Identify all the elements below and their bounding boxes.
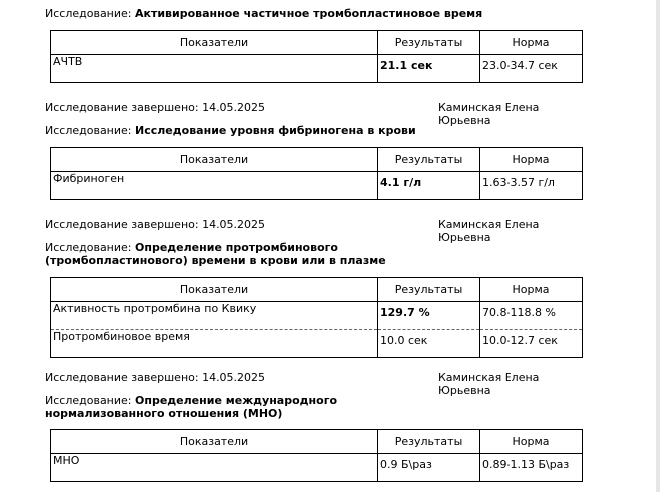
doctor-name-2: Каминская Елена Юрьевна: [438, 101, 540, 127]
study-title-2: [45, 124, 416, 137]
indicator-name: Фибриноген: [51, 172, 378, 200]
table-row: [51, 172, 583, 200]
completed-date-4: Исследование завершено: 14.05.2025: [45, 371, 266, 384]
col-header-indicators: Показатели: [51, 278, 378, 302]
completed-date-2: Исследование завершено: 14.05.2025: [45, 101, 266, 114]
study-name: Определение протромбинового: [135, 241, 338, 254]
study-name: Исследование уровня фибриногена в крови: [135, 124, 416, 137]
completed-date-3: Исследование завершено: 14.05.2025: [45, 218, 266, 231]
col-header-results: Результаты: [378, 430, 480, 454]
results-table-3: [50, 277, 583, 358]
norm-value: 0.89-1.13 Б\раз: [480, 454, 583, 482]
result-value: 10.0 сек: [378, 330, 480, 358]
study-name: Активированное частичное тромбопластиновое время: [135, 7, 483, 20]
col-header-indicators: Показатели: [51, 430, 378, 454]
norm-value: 23.0-34.7 сек: [480, 55, 583, 83]
study-title-1: [45, 7, 482, 20]
result-value: 129.7 %: [378, 302, 480, 330]
table-row: [51, 454, 583, 482]
indicator-name: АЧТВ: [51, 55, 378, 83]
study-label: Исследование:: [45, 394, 135, 407]
col-header-indicators: Показатели: [51, 148, 378, 172]
col-header-norm: Норма: [480, 148, 583, 172]
col-header-norm: Норма: [480, 278, 583, 302]
results-table-1: [50, 30, 583, 83]
study-title-3: [45, 241, 338, 254]
results-table-2: [50, 147, 583, 200]
doctor-name-4: Каминская Елена Юрьевна: [438, 371, 540, 397]
table-row: [51, 302, 583, 330]
norm-value: 10.0-12.7 сек: [480, 330, 583, 358]
study-name-cont: (тромбопластинового) времени в крови или в плазме: [45, 254, 386, 267]
col-header-norm: Норма: [480, 430, 583, 454]
results-table-4: [50, 429, 583, 482]
study-title-4-cont: [45, 407, 282, 420]
table-row: [51, 55, 583, 83]
col-header-indicators: Показатели: [51, 31, 378, 55]
result-value: 4.1 г/л: [378, 172, 480, 200]
doctor-name-3: Каминская Елена Юрьевна: [438, 218, 540, 244]
study-label: Исследование:: [45, 124, 135, 137]
table-row: [51, 330, 583, 358]
norm-value: 70.8-118.8 %: [480, 302, 583, 330]
indicator-name: Протромбиновое время: [51, 330, 378, 358]
study-title-3-cont: [45, 254, 386, 267]
col-header-norm: Норма: [480, 31, 583, 55]
result-value: 0.9 Б\раз: [378, 454, 480, 482]
result-value: 21.1 сек: [378, 55, 480, 83]
study-label: Исследование:: [45, 241, 135, 254]
indicator-name: МНО: [51, 454, 378, 482]
norm-value: 1.63-3.57 г/л: [480, 172, 583, 200]
col-header-results: Результаты: [378, 278, 480, 302]
study-title-4: [45, 394, 337, 407]
study-label: Исследование:: [45, 7, 135, 20]
col-header-results: Результаты: [378, 31, 480, 55]
page-edge-shadow: [656, 0, 660, 492]
indicator-name: Активность протромбина по Квику: [51, 302, 378, 330]
study-name-cont: нормализованного отношения (МНО): [45, 407, 283, 420]
study-name: Определение международного: [135, 394, 337, 407]
col-header-results: Результаты: [378, 148, 480, 172]
